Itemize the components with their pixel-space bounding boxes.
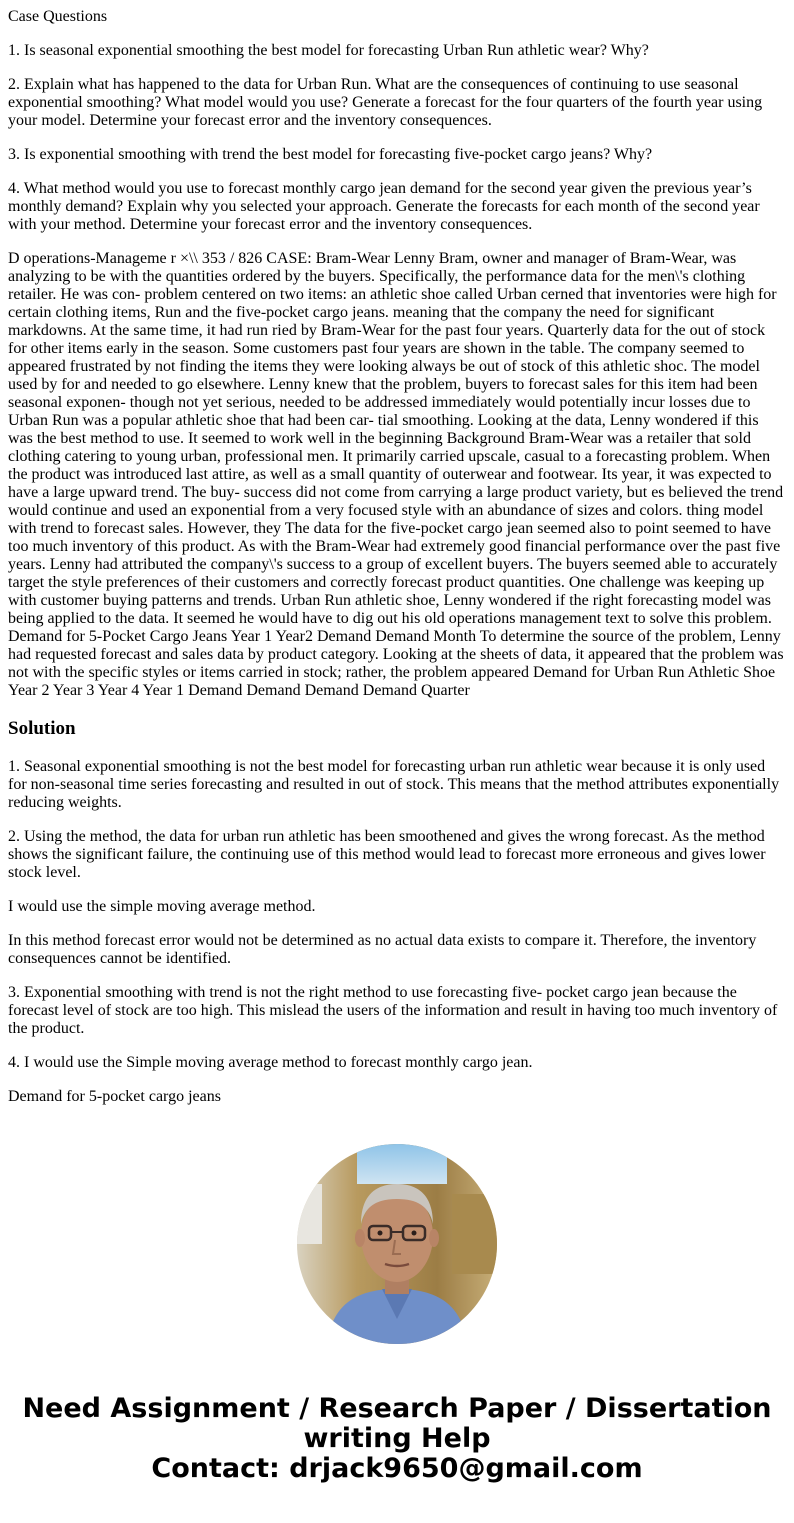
promo-banner xyxy=(0,1394,794,1484)
avatar-container xyxy=(0,1144,794,1344)
promo-contact: Contact: drjack9650@gmail.com xyxy=(151,1453,643,1484)
solution-heading: Solution xyxy=(8,718,76,739)
case-heading: Case Questions xyxy=(8,8,108,25)
solution-paragraph-2: 2. Using the method, the data for urban run athletic has been smoothened and gives the wrong forecast. As the method shows the significant failure, the continuing use of this method would lead to forecast more erroneous and gives lower stock level. xyxy=(8,828,766,881)
avatar xyxy=(297,1144,497,1344)
solution-paragraph-1: 1. Seasonal exponential smoothing is not the best model for forecasting urban run athletic wear because it is only used for non-seasonal time series forecasting and resulted in out of stock. This means that the method attributes exponentially reducing weights. xyxy=(8,758,780,811)
promo-line-2: writing Help xyxy=(303,1423,491,1454)
solution-paragraph-4: In this method forecast error would not be determined as no actual data exists to compare it. Therefore, the inventory consequences cannot be identified. xyxy=(8,932,757,967)
solution-paragraph-6: 4. I would use the Simple moving average method to forecast monthly cargo jean. xyxy=(8,1054,533,1071)
case-question-3: 3. Is exponential smoothing with trend the best model for forecasting five-pocket cargo jeans? Why? xyxy=(8,146,653,163)
case-body-text: D operations-Manageme r ×\\ 353 / 826 CASE: Bram-Wear Lenny Bram, owner and manager of Bram-Wear, was analyzing to be with the quantities ordered by the buyers. Specifically, the performance data for the men\'s clothing retailer. He was con- problem centered on two items: an athletic shoe called Urban cerned that inventories were high for certain clothing items, Run and the five-pocket cargo jeans. meaning that the company the need for significant markdowns. At the same time, it had run ried by Bram-Wear for the past four years. Quarterly data for the out of stock for other items early in the season. Some customers past four years are shown in the table. The company seemed to appeared frustrated by not finding the items they were looking always be out of stock of this athletic shoc. The model used by for and needed to go elsewhere. Lenny knew that the problem, buyers to forecast sales for this item had been seasonal exponen- though not yet serious, needed to be addressed immediately would potentially incur losses due to Urban Run was a popular athletic shoe that had been car- tial smoothing. Looking at the data, Lenny wondered if this was the best method to use. It seemed to work well in the beginning Background Bram-Wear was a retailer that sold clothing catering to young urban, professional men. It primarily carried upscale, casual to a forecasting problem. When the product was introduced last attire, as well as a small quantity of outerwear and footwear. Its year, it was expected to have a large upward trend. The buy- success did not come from carrying a large product variety, but es believed the trend would continue and used an exponential from a very focused style with an abundance of sizes and colors. thing model with trend to forecast sales. However, they The data for the five-pocket cargo jean seemed also to point seemed to have too much inventory of this product. As with the Bram-Wear had extremely good financial performance over the past five years. Lenny had attributed the company\'s success to a group of excellent buyers. The buyers seemed able to accurately target the style preferences of their customers and correctly forecast product quantities. One challenge was keeping up with customer buying patterns and trends. Urban Run athletic shoe, Lenny wondered if the right forecasting model was being applied to the data. It seemed he would have to dig out his old operations management text to solve this problem. Demand for 5-Pocket Cargo Jeans Year 1 Year2 Demand Demand Month To determine the source of the problem, Lenny had requested forecast and sales data by product category. Looking at the sheets of data, it appeared that the problem was not with the specific styles or items carried in stock; rather, the problem appeared Demand for Urban Run Athletic Shoe Year 2 Year 3 Year 4 Year 1 Demand Demand Demand Demand Quarter xyxy=(8,250,784,699)
case-question-2: 2. Explain what has happened to the data for Urban Run. What are the consequences of continuing to use seasonal exponential smoothing? What model would you use? Generate a forecast for the four quarters of the fourth year using your model. Determine your forecast error and the inventory consequences. xyxy=(8,76,763,129)
promo-line-1: Need Assignment / Research Paper / Dissertation xyxy=(22,1393,772,1424)
person-photo-icon xyxy=(297,1144,497,1344)
case-question-4: 4. What method would you use to forecast monthly cargo jean demand for the second year given the previous year’s monthly demand? Explain why you selected your approach. Generate the forecasts for each month of the second year with your method. Determine your forecast error and the inventory consequences. xyxy=(8,180,760,233)
solution-paragraph-3: I would use the simple moving average method. xyxy=(8,898,316,915)
solution-paragraph-7: Demand for 5-pocket cargo jeans xyxy=(8,1088,221,1105)
case-question-1: 1. Is seasonal exponential smoothing the best model for forecasting Urban Run athletic wear? Why? xyxy=(8,42,649,59)
solution-paragraph-5: 3. Exponential smoothing with trend is not the right method to use forecasting five- pocket cargo jean because the forecast level of stock are too high. This mislead the users of the information and result in having too much inventory of the product. xyxy=(8,984,778,1037)
